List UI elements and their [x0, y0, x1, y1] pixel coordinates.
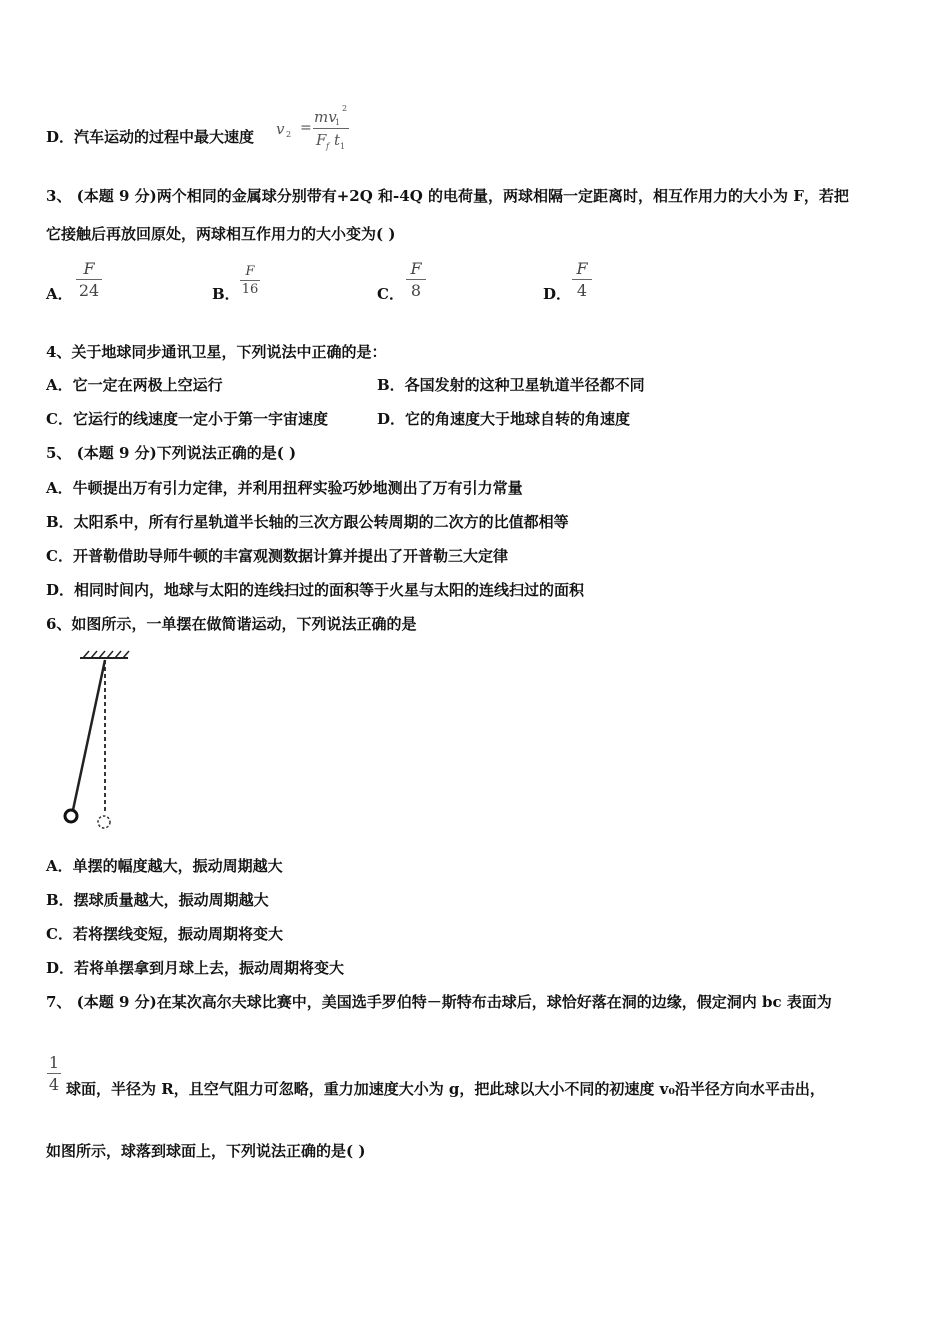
q4-option-a: A．它一定在两极上空运行 [46, 376, 223, 394]
q6-option-b: B．摆球质量越大，振动周期越大 [46, 891, 269, 909]
max-speed-formula: v 2 = mv 1 2 F f t 1 [276, 104, 348, 151]
q3-option-b-fraction: F 16 [241, 264, 259, 297]
q3-option-c-label: C． [377, 285, 404, 303]
q2-option-d: D．汽车运动的过程中最大速度 [46, 128, 255, 146]
q7-stem-line2: 球面，半径为 R，且空气阻力可忽略，重力加速度大小为 g，把此球以大小不同的初速度 v₀沿半径方向水平击出， [66, 1080, 825, 1098]
q4-option-b: B．各国发射的这种卫星轨道半径都不同 [377, 376, 645, 394]
q4-option-c: C．它运行的线速度一定小于第一宇宙速度 [46, 410, 328, 428]
equilibrium-bob-dashed [98, 816, 110, 828]
pendulum-bob [65, 810, 77, 822]
q7-quarter-fraction: 1 4 [48, 1053, 60, 1094]
q5-option-d: D．相同时间内，地球与太阳的连线扫过的面积等于火星与太阳的连线扫过的面积 [46, 581, 585, 599]
q3-option-d-fraction: F 4 [572, 259, 592, 300]
q5-option-b: B．太阳系中，所有行星轨道半长轴的三次方跟公转周期的二次方的比值都相等 [46, 513, 569, 531]
q6-option-c: C．若将摆线变短，振动周期将变大 [46, 925, 283, 943]
q6-stem: 6、如图所示，一单摆在做简谐运动，下列说法正确的是 [46, 615, 417, 633]
q7-stem-line3: 如图所示，球落到球面上，下列说法正确的是( ) [46, 1142, 366, 1160]
q7-stem-line1: 7、 (本题 9 分)在某次高尔夫球比赛中，美国选手罗伯特－斯特布击球后，球恰好落在洞的边缘，假定洞内 bc 表面为 [46, 993, 832, 1011]
q6-option-d: D．若将单摆拿到月球上去，振动周期将变大 [46, 959, 345, 977]
q5-stem: 5、 (本题 9 分)下列说法正确的是( ) [46, 444, 297, 462]
pendulum-diagram [56, 648, 136, 836]
q3-option-b-label: B． [212, 285, 240, 303]
q3-option-d-label: D． [543, 285, 572, 303]
q4-option-d: D．它的角速度大于地球自转的角速度 [377, 410, 631, 428]
q3-stem-line1: 3、 (本题 9 分)两个相同的金属球分别带有+2Q 和-4Q 的电荷量，两球相隔一定距离时，相互作用力的大小为 F，若把 [46, 187, 849, 205]
q3-option-a-label: A． [46, 285, 73, 303]
q5-option-a: A．牛顿提出万有引力定律，并利用扭秤实验巧妙地测出了万有引力常量 [46, 479, 523, 497]
q5-option-c: C．开普勒借助导师牛顿的丰富观测数据计算并提出了开普勒三大定律 [46, 547, 508, 565]
q4-stem: 4、关于地球同步通讯卫星，下列说法中正确的是： [46, 343, 387, 361]
q3-option-c-fraction: F 8 [406, 259, 426, 300]
ceiling-hatch [83, 651, 129, 658]
pendulum-string [73, 660, 105, 810]
q3-option-a-fraction: F 24 [76, 259, 102, 300]
q6-option-a: A．单摆的幅度越大，振动周期越大 [46, 857, 283, 875]
q3-stem-line2: 它接触后再放回原处，两球相互作用力的大小变为( ) [46, 225, 396, 243]
